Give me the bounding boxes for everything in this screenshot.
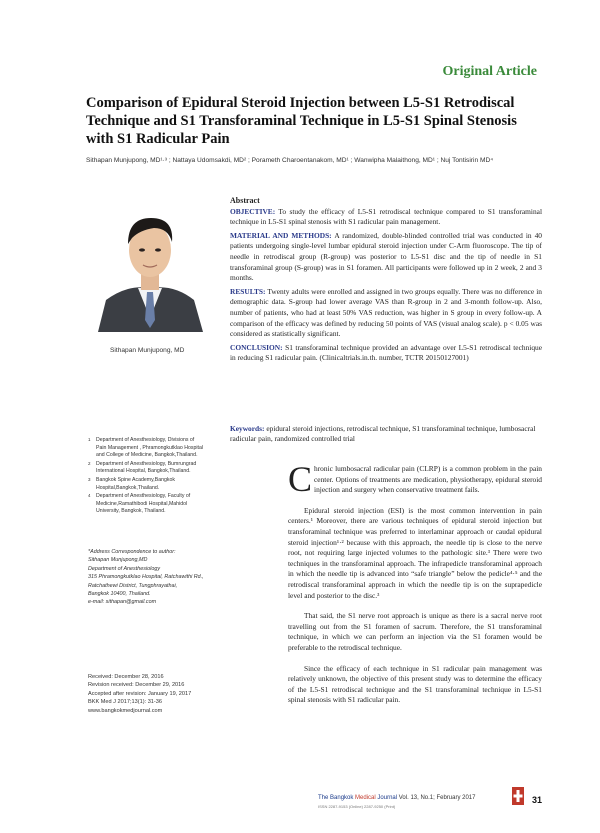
- affiliation-text: Department of Anesthesiology, Bumrungrad International Hospital, Bangkok,Thailand.: [96, 460, 197, 475]
- body-paragraph: Since the efficacy of each technique in S1 radicular pain management was relatively unknown, the objective of this present study was to determine the efficacy of the L5-S1 retrodiscal technique and the S1 transforaminal technique in L5-S1 spinal stenosis with S1 radicular pain.: [288, 663, 542, 705]
- abstract: [230, 196, 542, 367]
- article-title: Comparison of Epidural Steroid Injection between L5-S1 Retrodiscal Technique and S1 Transforaminal Technique in L5-S1 Spinal Stenosis with S1 Radicular Pain: [86, 95, 517, 147]
- objective-text: To study the efficacy of L5-S1 retrodiscal technique compared to S1 transforaminal technique in L5-S1 spinal stenosis with S1 radicular pain management.: [230, 206, 542, 227]
- correspondence-line: *Address Correspondence to author:: [88, 549, 176, 555]
- affiliation-item: [88, 461, 206, 476]
- journal-name-medical: Medical: [355, 795, 376, 801]
- journal-website-link[interactable]: www.bangkokmedjournal.com: [88, 707, 163, 714]
- affiliation-item: [88, 477, 206, 492]
- journal-name-the: The: [318, 795, 329, 801]
- results-text: Twenty adults were enrolled and assigned in two groups equally. There was no difference in demographic data. S-group had lower average VAS than R-group in 2 and 3-month follow-up. Also, number of patients, who had at least 50% VAS reduction, was higher in S group in every follow-up. A comparison of the efficacy was defined by reducing 50 points of VAS (visual analog scale). p < 0.05 was considered as statistically significant.: [230, 286, 542, 339]
- correspondence-line: 315 Phramongkutklao Hospital, Ratchawithi Rd.,: [88, 574, 204, 581]
- objective-head: OBJECTIVE:: [230, 206, 276, 216]
- correspondence-block: [88, 548, 218, 607]
- conclusion-head: CONCLUSION:: [230, 342, 283, 352]
- affiliation-number: 2: [88, 460, 91, 466]
- article-body: [288, 459, 542, 716]
- paragraph-text: hronic lumbosacral radicular pain (CLRP) is a common problem in the pain center. Options of treatments are medication, physiotherapy, epidural steroid injection and surgery when conservative treatment fails.: [314, 464, 542, 495]
- author-list: Sithapan Munjupong, MD¹·³ ; Nattaya Udomsakdi, MD² ; Porameth Charoentanakom, MD¹ ; Wanwipha Malaithong, MD¹ ; Nuj Tontisirin MD⁴: [86, 157, 494, 164]
- body-paragraph: [288, 459, 542, 499]
- citation-line: BKK Med J 2017;13(1): 31-36: [88, 699, 163, 706]
- publication-dates: [88, 673, 228, 715]
- drop-cap: C: [288, 459, 313, 499]
- abstract-methods: [230, 231, 542, 284]
- affiliation-text: Department of Anesthesiology, Faculty of Medicine,Ramathibodi Hospital,Mahidol University, Bangkok, Thailand.: [96, 493, 191, 515]
- results-head: RESULTS:: [230, 286, 266, 296]
- footer-journal-line: [318, 795, 543, 801]
- affiliation-item: [88, 437, 206, 460]
- correspondence-line: Department of Anesthesiology: [88, 565, 161, 572]
- methods-text: A randomized, double-blinded controlled trial was conducted in 40 patients undergoing single-level lumbar epidural steroid injection under C-Arm fluoroscope. The tip of needle in retrodiscal group (R-group) was posterior to L5-S1 disc and the tip of needle in S1 transforaminal group (S-group) was in S1 foramen. All participants were followed up in 2 week, 2 and 3 months.: [230, 230, 543, 283]
- abstract-results: [230, 287, 542, 340]
- affiliation-item: [88, 493, 206, 516]
- abstract-objective: [230, 207, 542, 228]
- keywords-text: epidural steroid injections, retrodiscal technique, S1 transforaminal technique, lumbosacral radicular pain, randomized controlled trial: [230, 424, 536, 444]
- correspondence-email[interactable]: e-mail: sithapan@gmail.com: [88, 599, 157, 606]
- page-number: 31: [532, 795, 543, 805]
- affiliation-number: 3: [88, 476, 91, 482]
- date-line: Revision received: December 29, 2016: [88, 682, 185, 689]
- date-line: Accepted after revision: January 19, 2017: [88, 690, 192, 697]
- body-paragraph: Epidural steroid injection (ESI) is the most common intervention in pain centers.¹ Moreover, there are various techniques of epidural steroid injection but transforaminal technique was preferred to interlaminar approach or caudal epidural steroid injection¹·² because with this approach, the needle tip is close to the nerve root, not requiring large injected volumes to the pathologic site.³ There were two techniques in the transforaminal approach. The infrapedicle transforaminal approach in which the needle tip is advanced into “safe triangle” below the pedicle⁴·⁵ and the retrodiscal transforaminal approach in which the needle tip is on the suprapedicle level and posterior to the disc.³: [288, 505, 542, 600]
- correspondence-line: Bangkok 10400, Thailand.: [88, 591, 151, 598]
- keywords-head: Keywords:: [230, 424, 265, 433]
- methods-head: MATERIAL AND METHODS:: [230, 230, 332, 240]
- affiliation-text: Department of Anesthesiology, Divisions of Pain Management , Phramongkutklao Hospital and College of Medicine, Bangkok,Thailand.: [96, 437, 203, 459]
- affiliations: [88, 437, 206, 517]
- issn-line: ISSN 2287-9153 (Online) 2287-9250 (Print): [318, 804, 396, 809]
- journal-logo-icon: [511, 786, 525, 806]
- journal-name-bangkok: Bangkok: [330, 795, 354, 801]
- page-footer: [318, 795, 543, 809]
- photo-caption: Sithapan Munjupong, MD: [110, 347, 185, 354]
- date-line: Received: December 28, 2016: [88, 674, 164, 680]
- affiliation-number: 1: [88, 437, 91, 442]
- journal-name-journal: Journal: [377, 795, 398, 801]
- author-portrait-illustration: [88, 192, 213, 332]
- volume-info: Vol. 13, No.1; February 2017: [398, 795, 476, 801]
- abstract-conclusion: [230, 343, 542, 364]
- section-label: Original Article: [442, 64, 537, 79]
- affiliation-text: Bangkok Spine Academy,Bangkok Hospital,Bangkok,Thailand.: [96, 476, 175, 491]
- keywords: [230, 424, 542, 445]
- correspondence-line: Sithapan Munjupong,MD: [88, 557, 148, 564]
- body-paragraph: That said, the S1 nerve root approach is unique as there is a sacral nerve root travelling out from the S1 foramen of sacrum. Therefore, the S1 transforaminal technique, in which we can perform an injection via the S1 foramen would be preferable to the retrodiscal technique.: [288, 611, 542, 652]
- correspondence-line: Ratchathewi District, Tungphrayathai,: [88, 582, 178, 589]
- author-photo: [88, 192, 213, 332]
- conclusion-text: S1 transforaminal technique provided an advantage over L5-S1 retrodiscal technique in reducing S1 radicular pain. (Clinicaltrials.in.th. number, TCTR 20150127001): [230, 342, 542, 363]
- abstract-heading: Abstract: [230, 196, 260, 205]
- affiliation-number: 4: [88, 493, 91, 499]
